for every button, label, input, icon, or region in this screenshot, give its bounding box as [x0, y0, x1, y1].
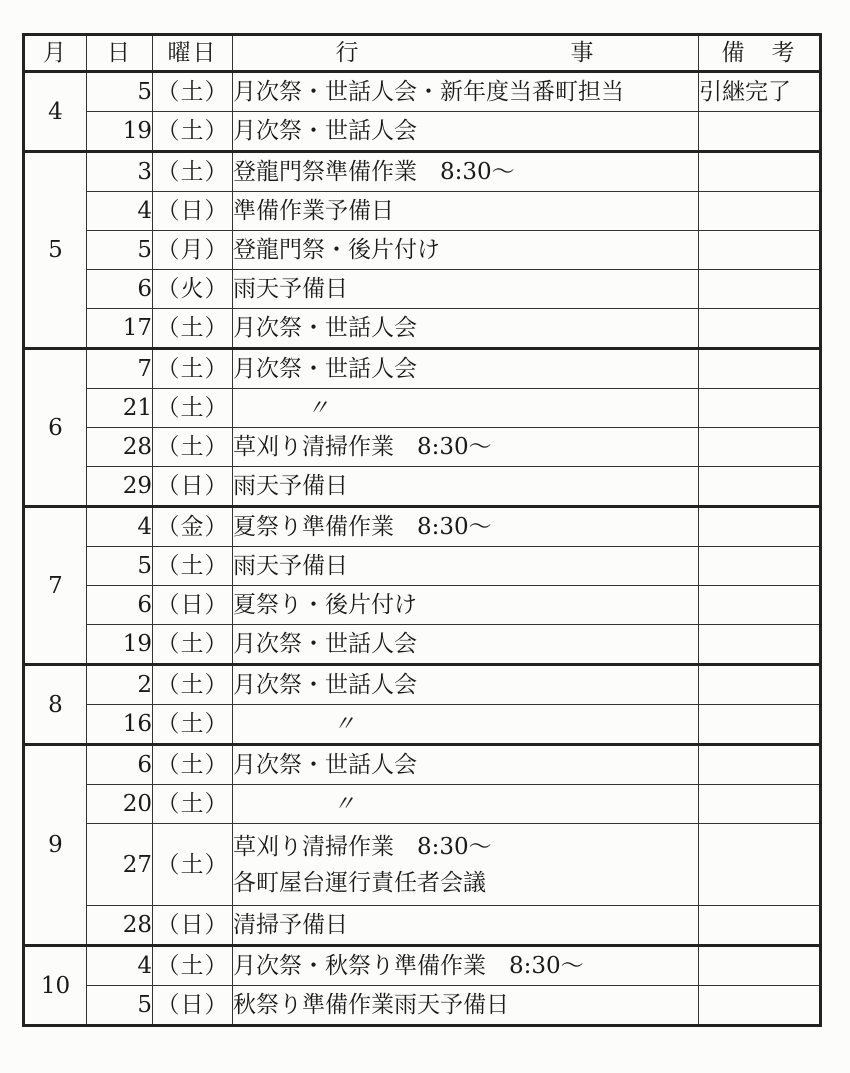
note-cell: [699, 586, 821, 625]
event-cell: 月次祭・世話人会: [233, 665, 699, 705]
table-row: [24, 192, 821, 231]
month-cell: 4: [24, 72, 87, 152]
weekday-cell: （土）: [153, 625, 233, 665]
weekday-cell: （土）: [153, 946, 233, 986]
day-cell: 2: [87, 665, 153, 705]
header-note: 備 考: [699, 35, 821, 72]
month-cell: 10: [24, 946, 87, 1026]
note-cell: 引継完了: [699, 72, 821, 112]
weekday-cell: （土）: [153, 665, 233, 705]
note-cell: [699, 824, 821, 906]
month-cell: 8: [24, 665, 87, 745]
month-cell: 5: [24, 152, 87, 349]
header-event-left: 行: [335, 40, 361, 66]
table-row: [24, 428, 821, 467]
table-row: [24, 507, 821, 547]
note-cell: [699, 946, 821, 986]
weekday-cell: （土）: [153, 152, 233, 192]
event-cell: 登龍門祭準備作業 8:30～: [233, 152, 699, 192]
weekday-cell: （土）: [153, 824, 233, 906]
note-cell: [699, 112, 821, 152]
weekday-cell: （日）: [153, 192, 233, 231]
event-cell: 雨天予備日: [233, 467, 699, 507]
table-row: [24, 625, 821, 665]
note-cell: [699, 785, 821, 824]
day-cell: 4: [87, 946, 153, 986]
table-row: [24, 270, 821, 309]
day-cell: 19: [87, 112, 153, 152]
day-cell: 5: [87, 231, 153, 270]
weekday-cell: （土）: [153, 428, 233, 467]
weekday-cell: （金）: [153, 507, 233, 547]
table-row: [24, 906, 821, 946]
day-cell: 5: [87, 986, 153, 1026]
day-cell: 17: [87, 309, 153, 349]
day-cell: 5: [87, 547, 153, 586]
table-row: [24, 946, 821, 986]
weekday-cell: （土）: [153, 745, 233, 785]
note-cell: [699, 309, 821, 349]
day-cell: 21: [87, 389, 153, 428]
event-cell: [233, 705, 699, 745]
weekday-cell: （土）: [153, 705, 233, 745]
table-row: [24, 349, 821, 389]
event-cell: 月次祭・世話人会: [233, 309, 699, 349]
note-cell: [699, 705, 821, 745]
note-cell: [699, 745, 821, 785]
event-cell: [233, 824, 699, 906]
event-cell: 夏祭り・後片付け: [233, 586, 699, 625]
note-cell: [699, 349, 821, 389]
weekday-cell: （土）: [153, 547, 233, 586]
day-cell: 29: [87, 467, 153, 507]
note-cell: [699, 906, 821, 946]
event-cell: 月次祭・世話人会: [233, 625, 699, 665]
table-row: [24, 986, 821, 1026]
weekday-cell: （土）: [153, 309, 233, 349]
ditto-mark: 〃: [333, 791, 356, 817]
table-row: [24, 745, 821, 785]
table-row: [24, 467, 821, 507]
header-event-right: 事: [570, 40, 596, 66]
event-cell: 雨天予備日: [233, 547, 699, 586]
day-cell: 7: [87, 349, 153, 389]
event-cell: 夏祭り準備作業 8:30～: [233, 507, 699, 547]
note-cell: [699, 428, 821, 467]
table-row: [24, 705, 821, 745]
month-cell: 6: [24, 349, 87, 507]
event-cell: 準備作業予備日: [233, 192, 699, 231]
day-cell: 6: [87, 586, 153, 625]
weekday-cell: （土）: [153, 72, 233, 112]
table-row: [24, 547, 821, 586]
event-cell: 草刈り清掃作業 8:30～: [233, 428, 699, 467]
event-cell: 雨天予備日: [233, 270, 699, 309]
day-cell: 5: [87, 72, 153, 112]
event-cell: 月次祭・世話人会: [233, 112, 699, 152]
weekday-cell: （土）: [153, 389, 233, 428]
table-row: [24, 112, 821, 152]
weekday-cell: （土）: [153, 349, 233, 389]
day-cell: 16: [87, 705, 153, 745]
weekday-cell: （日）: [153, 586, 233, 625]
event-cell: 月次祭・秋祭り準備作業 8:30～: [233, 946, 699, 986]
table-row: [24, 824, 821, 906]
header-event: [233, 35, 699, 72]
day-cell: 28: [87, 428, 153, 467]
event-cell: 月次祭・世話人会: [233, 349, 699, 389]
note-cell: [699, 231, 821, 270]
day-cell: 27: [87, 824, 153, 906]
day-cell: 20: [87, 785, 153, 824]
note-cell: [699, 547, 821, 586]
day-cell: 4: [87, 507, 153, 547]
table-row: [24, 785, 821, 824]
table-row: [24, 665, 821, 705]
event-cell: 清掃予備日: [233, 906, 699, 946]
note-cell: [699, 986, 821, 1026]
note-cell: [699, 507, 821, 547]
note-cell: [699, 389, 821, 428]
day-cell: 6: [87, 745, 153, 785]
table-row: [24, 586, 821, 625]
event-cell: [233, 785, 699, 824]
event-cell: [233, 389, 699, 428]
month-cell: 7: [24, 507, 87, 665]
day-cell: 4: [87, 192, 153, 231]
ditto-mark: 〃: [307, 395, 330, 421]
event-line: 各町屋台運行責任者会議: [233, 869, 486, 896]
weekday-cell: （月）: [153, 231, 233, 270]
event-cell: 月次祭・世話人会・新年度当番町担当: [233, 72, 699, 112]
note-cell: [699, 625, 821, 665]
header-row: [24, 35, 821, 72]
event-cell: 登龍門祭・後片付け: [233, 231, 699, 270]
month-cell: 9: [24, 745, 87, 946]
weekday-cell: （日）: [153, 906, 233, 946]
note-cell: [699, 467, 821, 507]
day-cell: 3: [87, 152, 153, 192]
event-line: 草刈り清掃作業 8:30～: [233, 833, 492, 860]
weekday-cell: （日）: [153, 986, 233, 1026]
weekday-cell: （土）: [153, 112, 233, 152]
weekday-cell: （火）: [153, 270, 233, 309]
ditto-mark: 〃: [333, 711, 356, 737]
table-row: [24, 389, 821, 428]
header-month: 月: [24, 35, 87, 72]
weekday-cell: （日）: [153, 467, 233, 507]
event-cell: 月次祭・世話人会: [233, 745, 699, 785]
header-weekday: 曜日: [153, 35, 233, 72]
table-row: [24, 231, 821, 270]
table-row: [24, 309, 821, 349]
note-cell: [699, 665, 821, 705]
day-cell: 19: [87, 625, 153, 665]
header-day: 日: [87, 35, 153, 72]
note-cell: [699, 192, 821, 231]
event-schedule-table: [22, 33, 822, 1027]
weekday-cell: （土）: [153, 785, 233, 824]
table-row: [24, 72, 821, 112]
day-cell: 6: [87, 270, 153, 309]
table-row: [24, 152, 821, 192]
note-cell: [699, 270, 821, 309]
day-cell: 28: [87, 906, 153, 946]
note-cell: [699, 152, 821, 192]
event-cell: 秋祭り準備作業雨天予備日: [233, 986, 699, 1026]
